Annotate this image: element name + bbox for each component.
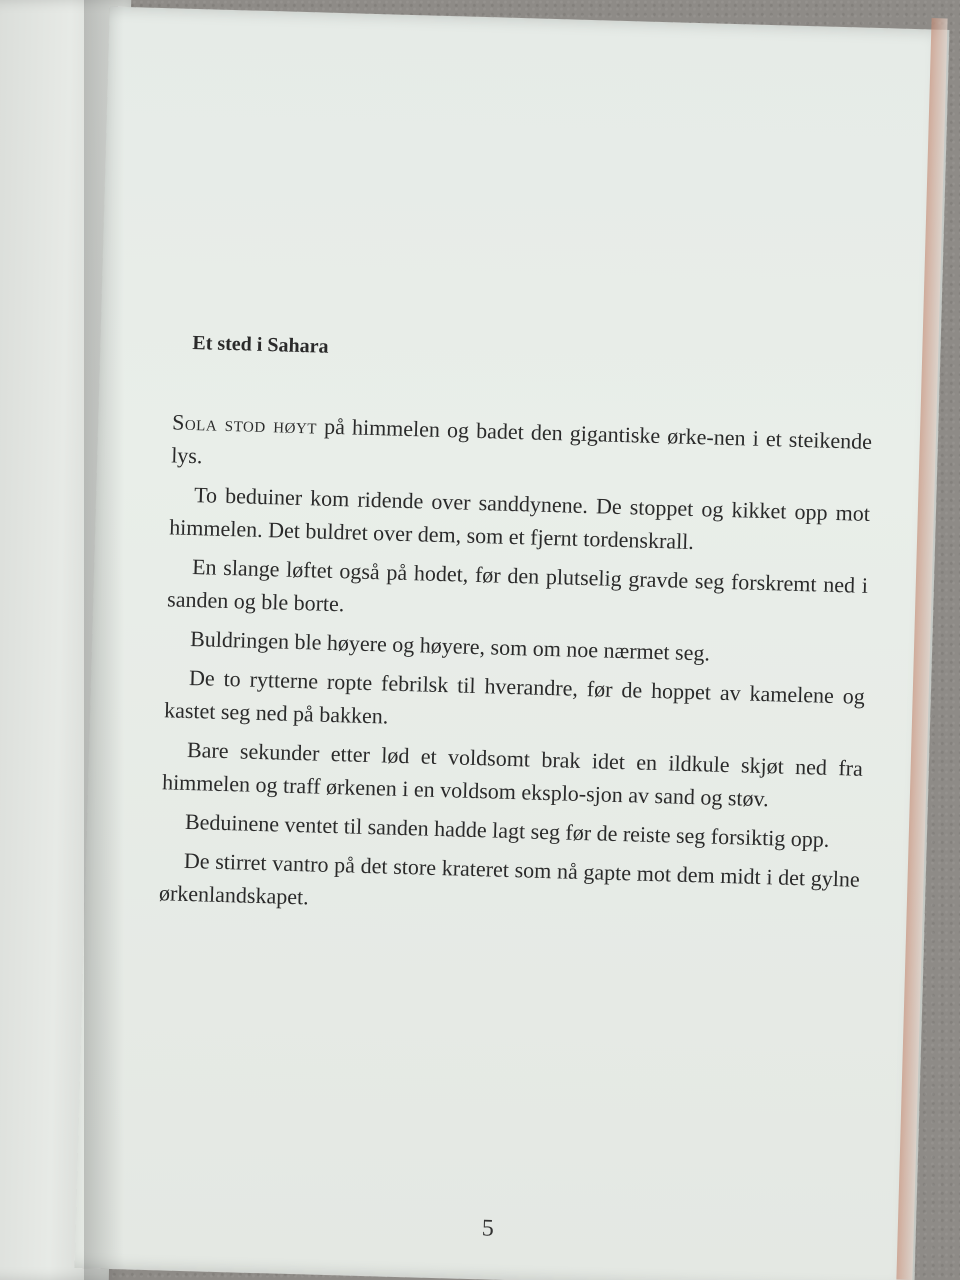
paragraph-1	[171, 405, 873, 491]
paragraph-8: De stirret vantro på det store krateret som nå gapte mot dem midt i det gylne ørkenlandskapet.	[158, 847, 861, 910]
gutter-shadow	[84, 0, 124, 1280]
paragraph-2: To beduiner kom ridende over sanddynene. De stoppet og kikket opp mot himmelen. Det buldret over dem, som et fjernt tordenskrall.	[168, 482, 871, 555]
book-page	[75, 7, 950, 1280]
paragraph-1-text: på himmelen og badet den gigantiske ørke-nen i et steikende lys.	[170, 413, 873, 469]
paragraph-7: Beduinene ventet til sanden hadde lagt seg før de reiste seg forsiktig opp.	[184, 808, 830, 852]
paragraph-4: Buldringen ble høyere og høyere, som om noe nærmet seg.	[189, 626, 711, 666]
opening-words: Sola stod høyt	[171, 409, 318, 439]
paragraph-3: En slange løftet også på hodet, før den plutselig gravde seg forskremt ned i sanden og ble borte.	[166, 554, 869, 617]
paragraph-6: Bare sekunder etter lød et voldsomt brak idet en ildkule skjøt ned fra himmelen og traff ørkenen i en voldsom eksplo-sjon av sand og støv.	[161, 736, 864, 812]
chapter-title: Et sted i Sahara	[192, 331, 329, 358]
paragraph-5: De to rytterne ropte febrilsk til hverandre, før de hoppet av kamelene og kastet seg ned på bakken.	[163, 664, 866, 729]
page-number: 5	[481, 1215, 495, 1242]
page-content	[158, 326, 874, 934]
